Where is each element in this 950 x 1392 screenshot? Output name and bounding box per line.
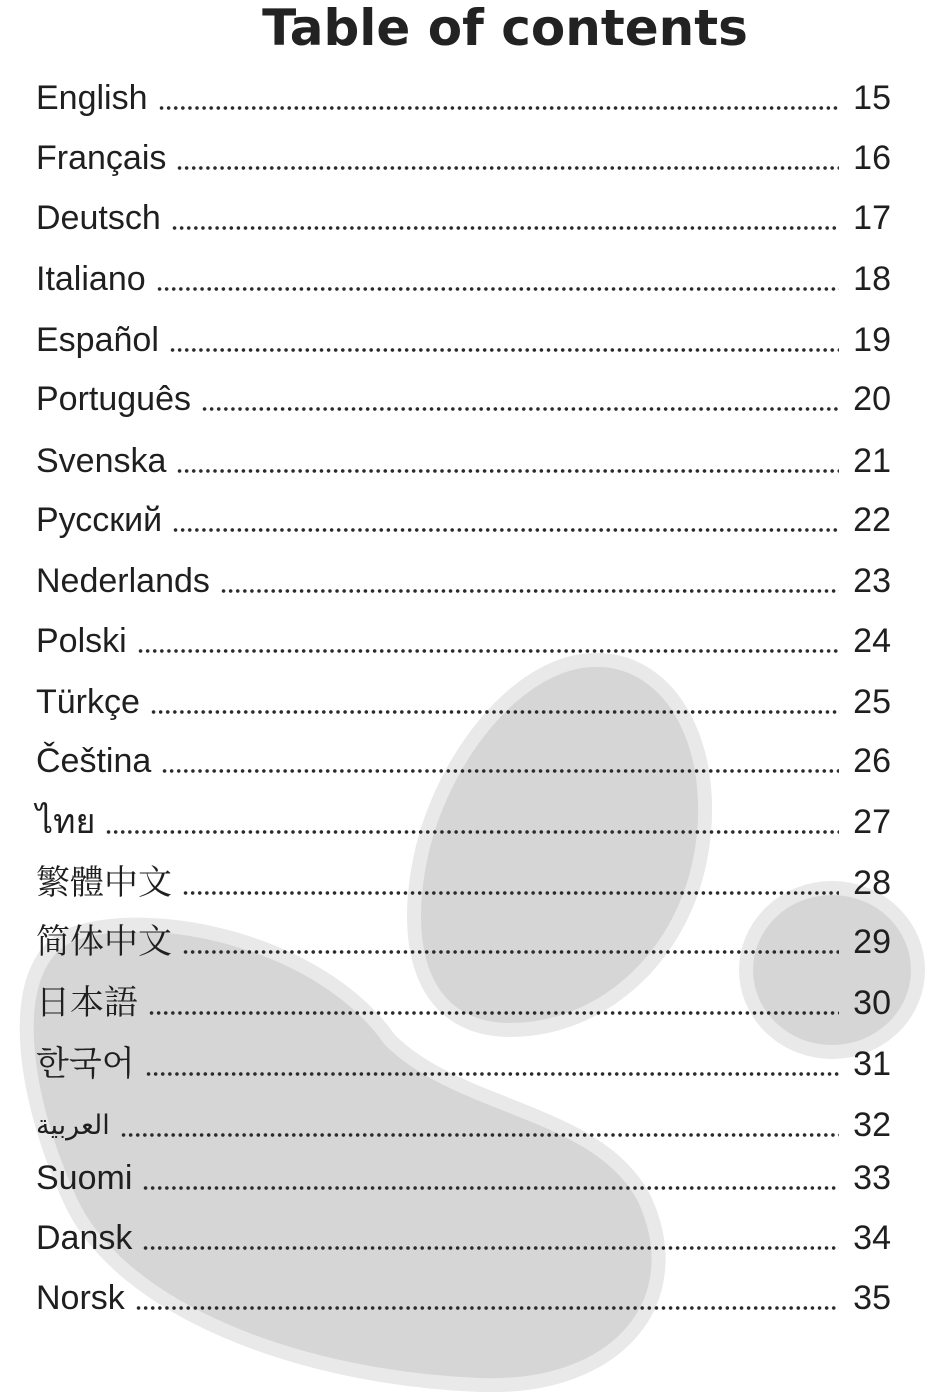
toc-entry-page: 31	[853, 1045, 891, 1083]
toc-entry-label: العربية	[36, 1110, 110, 1140]
toc-entry-page: 15	[853, 79, 891, 117]
toc-entry-page: 27	[853, 803, 891, 841]
toc-entry-label: English	[36, 79, 148, 117]
toc-entry-korean[interactable]	[36, 1044, 891, 1084]
toc-entry-dansk[interactable]	[36, 1218, 891, 1258]
toc-entry-nederlands[interactable]	[36, 561, 891, 601]
toc-entry-svenska[interactable]	[36, 441, 891, 481]
dot-leader	[142, 1158, 839, 1198]
dot-leader	[156, 259, 839, 299]
dot-leader	[176, 138, 839, 178]
page-title: Table of contents	[262, 0, 748, 57]
toc-entry-label: 简体中文	[36, 923, 172, 961]
toc-entry-page: 19	[853, 321, 891, 359]
toc-entry-portugues[interactable]	[36, 379, 891, 419]
dot-leader	[158, 78, 839, 118]
dot-leader	[201, 379, 839, 419]
toc-entry-label: Español	[36, 321, 159, 359]
toc-entry-label: 日本語	[36, 984, 138, 1022]
toc-entry-label: 한국어	[36, 1045, 135, 1083]
toc-entry-label: Svenska	[36, 442, 167, 480]
toc-entry-page: 22	[853, 501, 891, 539]
toc-entry-page: 23	[853, 562, 891, 600]
toc-entry-page: 18	[853, 260, 891, 298]
toc-entry-polski[interactable]	[36, 621, 891, 661]
toc-entry-page: 21	[853, 442, 891, 480]
toc-entry-label: Dansk	[36, 1219, 133, 1257]
toc-entry-russian[interactable]	[36, 500, 891, 540]
toc-entry-page: 35	[853, 1279, 891, 1317]
toc-entry-label: Italiano	[36, 260, 146, 298]
toc-entry-label: ไทย	[36, 803, 96, 841]
dot-leader	[172, 500, 839, 540]
dot-leader	[142, 1218, 839, 1258]
toc-entry-label: Nederlands	[36, 562, 210, 600]
toc-entry-label: Čeština	[36, 742, 152, 780]
toc-entry-label: Polski	[36, 622, 127, 660]
toc-entry-arabic[interactable]	[36, 1105, 891, 1145]
toc-entry-label: Suomi	[36, 1159, 133, 1197]
toc-entry-page: 17	[853, 199, 891, 237]
toc-entry-page: 26	[853, 742, 891, 780]
toc-entry-cestina[interactable]	[36, 741, 891, 781]
toc-entry-page: 16	[853, 139, 891, 177]
toc-entry-italiano[interactable]	[36, 259, 891, 299]
toc-entry-page: 28	[853, 864, 891, 902]
toc-entry-thai[interactable]	[36, 802, 891, 842]
toc-entry-traditional-chinese[interactable]	[36, 863, 891, 903]
toc-entry-norsk[interactable]	[36, 1278, 891, 1318]
dot-leader	[176, 441, 839, 481]
dot-leader	[150, 682, 839, 722]
toc-entry-label: Русский	[36, 501, 163, 539]
toc-entry-page: 29	[853, 923, 891, 961]
toc-entry-label: Türkçe	[36, 683, 140, 721]
toc-entry-deutsch[interactable]	[36, 198, 891, 238]
toc-entry-page: 25	[853, 683, 891, 721]
toc-entry-francais[interactable]	[36, 138, 891, 178]
dot-leader	[137, 621, 839, 661]
toc-entry-label: Português	[36, 380, 191, 418]
toc-entry-english[interactable]	[36, 78, 891, 118]
toc-entry-espanol[interactable]	[36, 320, 891, 360]
toc-entry-page: 33	[853, 1159, 891, 1197]
toc-entry-page: 34	[853, 1219, 891, 1257]
toc-entry-page: 24	[853, 622, 891, 660]
toc-entry-turkce[interactable]	[36, 682, 891, 722]
toc-entry-suomi[interactable]	[36, 1158, 891, 1198]
toc-entry-label: Français	[36, 139, 167, 177]
dot-leader	[182, 863, 839, 903]
toc-entry-page: 30	[853, 984, 891, 1022]
toc-entry-label: Deutsch	[36, 199, 161, 237]
paw-pad-toe-right	[746, 888, 918, 1052]
toc-entry-label: 繁體中文	[36, 864, 172, 902]
dot-leader	[105, 802, 839, 842]
dot-leader	[161, 741, 839, 781]
toc-entry-label: Norsk	[36, 1279, 125, 1317]
dot-leader	[220, 561, 839, 601]
dot-leader	[171, 198, 839, 238]
dot-leader	[145, 1044, 839, 1084]
dot-leader	[182, 922, 839, 962]
toc-entry-page: 32	[853, 1106, 891, 1144]
dot-leader	[120, 1105, 839, 1145]
dot-leader	[169, 320, 839, 360]
toc-entry-japanese[interactable]	[36, 983, 891, 1023]
dot-leader	[148, 983, 839, 1023]
toc-entry-page: 20	[853, 380, 891, 418]
toc-entry-simplified-chinese[interactable]	[36, 922, 891, 962]
dot-leader	[135, 1278, 839, 1318]
